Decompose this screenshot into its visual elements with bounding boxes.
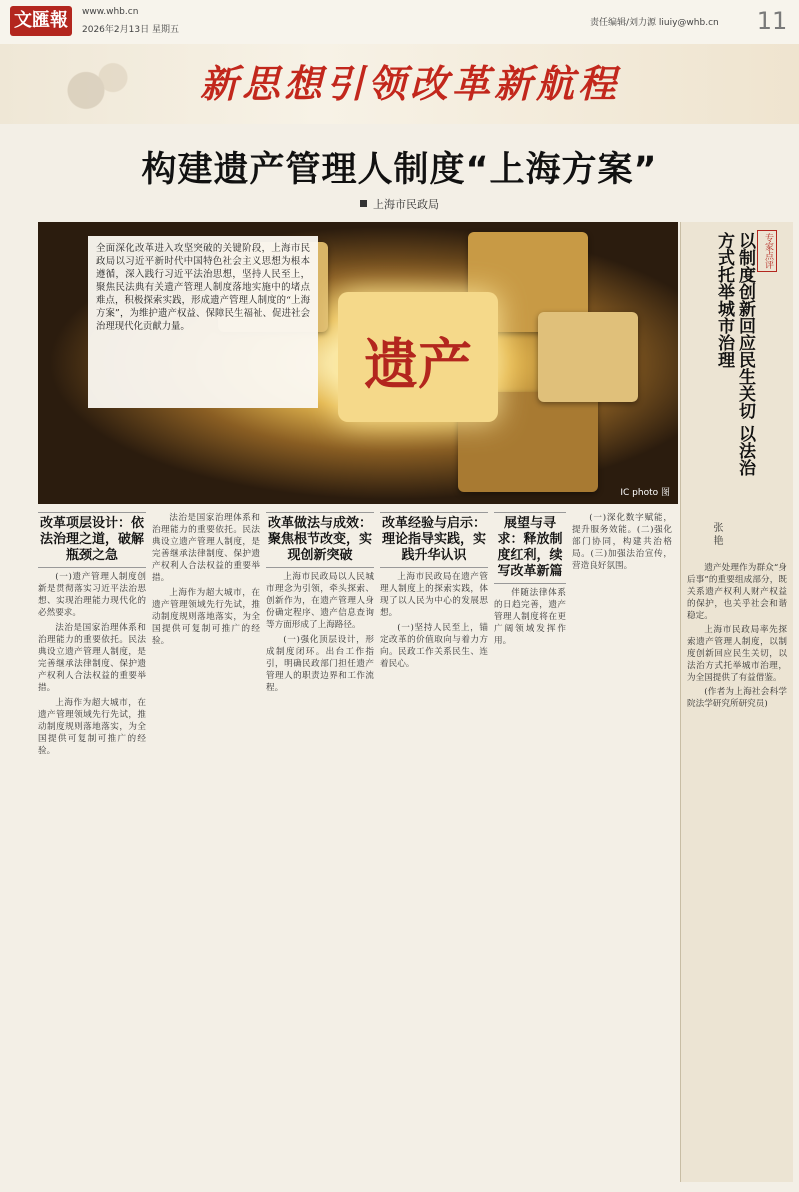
article-column-6 [572, 512, 672, 575]
masthead-editor: 责任编辑/刘力源 liuiy@whb.cn [590, 18, 719, 28]
section-banner [0, 44, 799, 124]
paragraph: 上海作为超大城市，在遗产管理领域先行先试，推动制度规则落地落实，为全国提供可复制可推广的经验。 [152, 588, 260, 646]
paragraph: (一)深化数字赋能，提升服务效能。(二)强化部门协同，构建共治格局。(三)加强法治宣传，营造良好氛围。 [572, 513, 672, 571]
masthead-date: 2026年2月13日 星期五 [82, 25, 179, 35]
paragraph: (一)强化顶层设计，形成制度闭环。出台工作指引，明确民政部门担任遗产管理人的职责边界和工作流程。 [266, 635, 374, 693]
sidebar-tag: 专家点评 [757, 230, 777, 272]
section-title: 改革项层设计：依法治理之道，破解瓶颈之急 [38, 512, 146, 568]
paragraph: 上海作为超大城市，在遗产管理领域先行先试，推动制度规则落地落实，为全国提供可复制可推广的经验。 [38, 698, 146, 756]
byline-text: 上海市民政局 [373, 198, 439, 211]
section-title: 改革做法与成效：聚焦根节改变，实现创新突破 [266, 512, 374, 568]
paragraph: 上海市民政局在遗产管理人制度上的探索实践，体现了以人民为中心的发展思想。 [380, 572, 488, 618]
article-column-5 [494, 512, 566, 650]
banner-title: 新思想引领改革新航程 [199, 61, 620, 106]
section-title: 改革经验与启示：理论指导实践，实践升华认识 [380, 512, 488, 568]
paragraph: 法治是国家治理体系和治理能力的重要依托。民法典设立遗产管理人制度，是完善继承法律制度、保护遗产权利人合法权益的重要举措。 [38, 623, 146, 693]
paragraph: 上海市民政局以人民城市理念为引领，牵头探索、创新作为，在遗产管理人身份确定程序、遗产信息查询等方面形成了上海路径。 [266, 572, 374, 630]
masthead [0, 0, 799, 45]
article-intro: 全面深化改革进入攻坚突破的关键阶段，上海市民政局以习近平新时代中国特色社会主义思想为根本遵循，深入践行习近平法治思想，坚持人民至上，聚焦民法典有关遗产管理人制度落地实施中的堵点难点，积极探索实践，形成遗产管理人制度的“上海方案”，为维护遗产权益、保障民生福祉、促进社会治理现代化贡献力量。 [88, 236, 318, 408]
paragraph: 伴随法律体系的日趋完善，遗产管理人制度将在更广阔领域发挥作用。 [494, 588, 566, 646]
page-number: 11 [756, 7, 788, 35]
newspaper-logo: 文匯報 [10, 6, 72, 36]
sidebar-author: 张 艳 [711, 522, 722, 546]
article-column-1 [38, 512, 146, 760]
photo-caption-text: 遗产 [364, 333, 472, 396]
article-column-2 [152, 512, 260, 650]
section-title: 展望与寻求：释放制度红利，续写改革新篇 [494, 512, 566, 584]
article-column-4 [380, 512, 488, 673]
paragraph: 法治是国家治理体系和治理能力的重要依托。民法典设立遗产管理人制度，是完善继承法律制度、保护遗产权利人合法权益的重要举措。 [152, 513, 260, 583]
article-byline [0, 196, 799, 212]
masthead-url[interactable]: www.whb.cn [82, 7, 139, 17]
paragraph: 遗产处理作为群众“身后事”的重要组成部分，既关系遗产权利人财产权益的保护，也关乎社会和谐稳定。 [687, 563, 787, 621]
expert-commentary-sidebar [680, 222, 793, 1182]
paragraph: (作者为上海社会科学院法学研究所研究员) [687, 687, 787, 709]
article-headline: 构建遗产管理人制度“上海方案” [141, 150, 658, 190]
sidebar-title: 以制度创新回应民生关切 以法治方式托举城市治理 [714, 232, 755, 476]
photo-credit: IC photo 图 [620, 488, 670, 498]
sidebar-body [687, 562, 787, 712]
puzzle-piece [538, 312, 638, 402]
article-column-3 [266, 512, 374, 697]
banner-decoration [50, 52, 140, 116]
paragraph: 上海市民政局率先探索遗产管理人制度，以制度创新回应民生关切，以法治方式托举城市治理，为全国提供了有益借鉴。 [687, 625, 787, 683]
byline-square-icon [360, 200, 367, 207]
paragraph: (一)遗产管理人制度创新是贯彻落实习近平法治思想、实现治理能力现代化的必然要求。 [38, 572, 146, 618]
paragraph: (一)坚持人民至上，锚定改革的价值取向与着力方向。民政工作关系民生、连着民心。 [380, 623, 488, 669]
